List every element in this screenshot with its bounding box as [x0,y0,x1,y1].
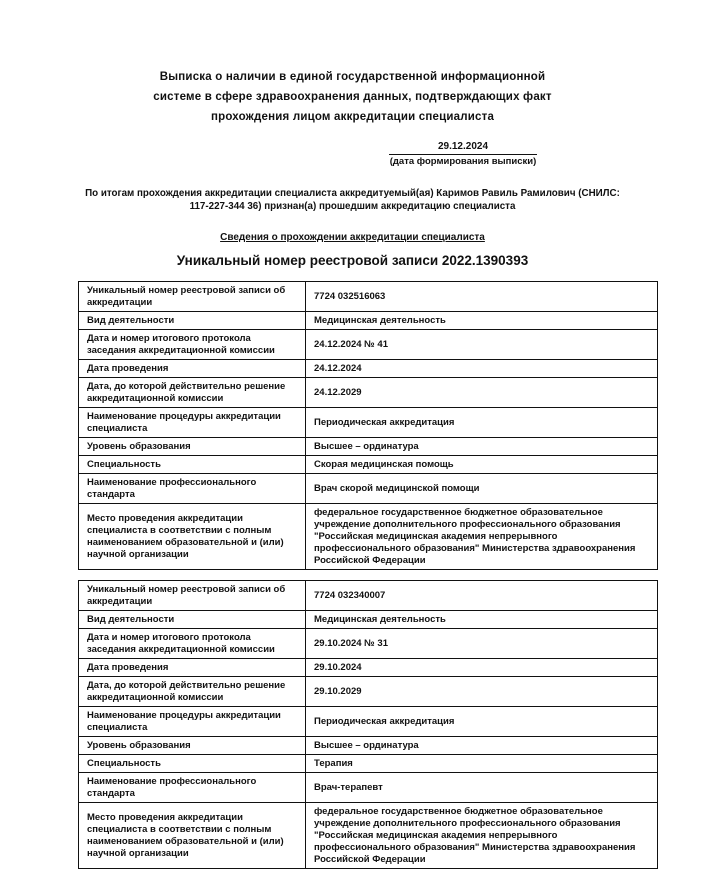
row-value: 29.10.2024 № 31 [306,629,658,659]
row-label: Уникальный номер реестровой записи об аккредитации [79,282,306,312]
table-row [79,438,658,456]
row-label: Специальность [79,755,306,773]
table-row [79,611,658,629]
row-label: Наименование процедуры аккредитации специалиста [79,408,306,438]
document-title [78,67,627,127]
row-label: Уровень образования [79,438,306,456]
row-label: Наименование профессионального стандарта [79,773,306,803]
table-row [79,629,658,659]
row-label: Место проведения аккредитации специалиста в соответствии с полным наименованием образовательной и (или) научной организации [79,803,306,869]
row-value: 29.10.2029 [306,677,658,707]
row-label: Дата, до которой действительно решение аккредитационной комиссии [79,677,306,707]
document-title-line-2: системе в сфере здравоохранения данных, подтверждающих факт [153,91,552,103]
row-label: Дата проведения [79,659,306,677]
row-label: Вид деятельности [79,312,306,330]
row-value: Скорая медицинская помощь [306,456,658,474]
table-row [79,360,658,378]
row-value: Врач-терапевт [306,773,658,803]
table-row [79,707,658,737]
row-value: федеральное государственное бюджетное образовательное учреждение дополнительного профессионального образования "Российская медицинская академия непрерывного профессионального образования" Министерства здравоохранения Российской Федерации [306,803,658,869]
row-label: Специальность [79,456,306,474]
table-row [79,755,658,773]
row-label: Наименование профессионального стандарта [79,474,306,504]
row-label: Место проведения аккредитации специалиста в соответствии с полным наименованием образовательной и (или) научной организации [79,504,306,570]
row-label: Дата проведения [79,360,306,378]
table-row [79,737,658,755]
table-row [79,408,658,438]
row-label: Уровень образования [79,737,306,755]
accreditation-table-2 [78,580,658,869]
row-label: Дата и номер итогового протокола заседания аккредитационной комиссии [79,330,306,360]
row-value: 24.12.2024 № 41 [306,330,658,360]
table-row [79,456,658,474]
table-row [79,312,658,330]
table-row [79,282,658,312]
table-row [79,677,658,707]
table-row [79,504,658,570]
row-value: федеральное государственное бюджетное образовательное учреждение дополнительного профессионального образования "Российская медицинская академия непрерывного профессионального образования" Министерства здравоохранения Российской Федерации [306,504,658,570]
row-value: Врач скорой медицинской помощи [306,474,658,504]
table-row [79,773,658,803]
document-title-line-3: прохождения лицом аккредитации специалиста [210,111,495,123]
row-value: 7724 032516063 [306,282,658,312]
table-row [79,581,658,611]
row-value: Высшее – ординатура [306,737,658,755]
issue-date-value: 29.12.2024 [389,140,537,155]
row-label: Дата и номер итогового протокола заседания аккредитационной комиссии [79,629,306,659]
issue-date-block [389,140,537,168]
table-row [79,659,658,677]
row-value: 7724 032340007 [306,581,658,611]
row-value: 24.12.2029 [306,378,658,408]
document-title-line-1: Выписка о наличии в единой государственной информационной [159,71,546,83]
row-value: Медицинская деятельность [306,312,658,330]
row-label: Уникальный номер реестровой записи об аккредитации [79,581,306,611]
section-heading: Сведения о прохождении аккредитации специалиста [220,232,485,243]
issue-date-caption: (дата формирования выписки) [389,156,537,167]
row-value: Медицинская деятельность [306,611,658,629]
row-value: 29.10.2024 [306,659,658,677]
row-label: Наименование процедуры аккредитации специалиста [79,707,306,737]
table-row [79,330,658,360]
row-value: Высшее – ординатура [306,438,658,456]
intro-paragraph: По итогам прохождения аккредитации специалиста аккредитуемый(ая) Каримов Равиль Рамилович (СНИЛС: 117-227-344 36) признан(а) прошедшим аккредитацию специалиста [85,188,620,212]
record-number-heading: Уникальный номер реестровой записи 2022.1390393 [176,253,529,268]
row-value: Терапия [306,755,658,773]
row-value: 24.12.2024 [306,360,658,378]
row-label: Вид деятельности [79,611,306,629]
row-label: Дата, до которой действительно решение аккредитационной комиссии [79,378,306,408]
row-value: Периодическая аккредитация [306,707,658,737]
table-row [79,474,658,504]
table-row [79,378,658,408]
table-row [79,803,658,869]
accreditation-table-1 [78,281,658,570]
row-value: Периодическая аккредитация [306,408,658,438]
